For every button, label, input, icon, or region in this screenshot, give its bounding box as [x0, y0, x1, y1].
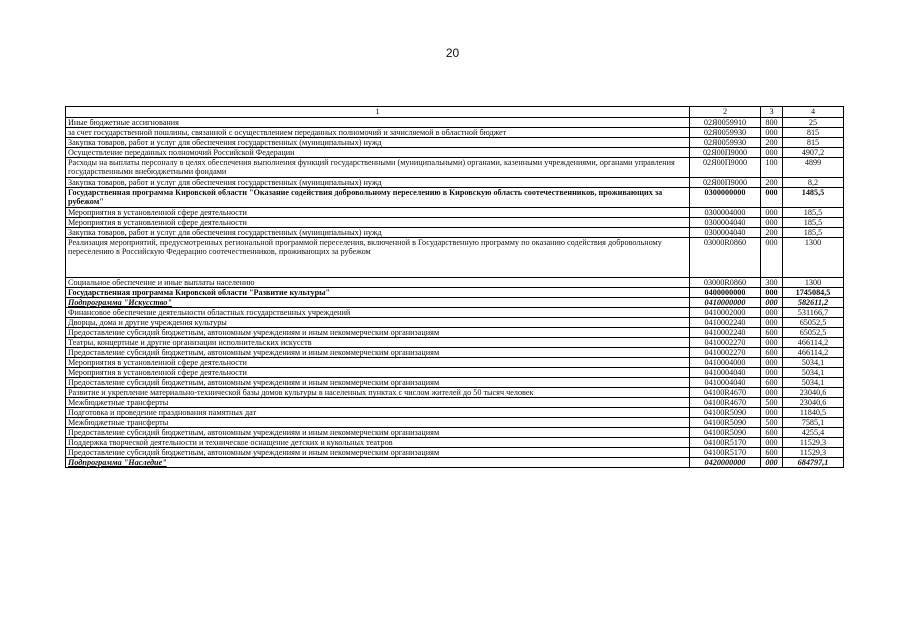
row-type-cell: 000 — [761, 318, 783, 328]
table-row — [66, 448, 844, 458]
budget-table — [65, 106, 844, 468]
table-row — [66, 148, 844, 158]
row-code-cell: 04100R5090 — [690, 428, 761, 438]
row-code-cell: 0410000000 — [690, 298, 761, 308]
row-type-cell: 100 — [761, 158, 783, 178]
row-sum-cell: 11840,5 — [783, 408, 844, 418]
row-name-cell: Межбюджетные трансферты — [66, 418, 690, 428]
row-sum-cell: 815 — [783, 128, 844, 138]
row-code-cell: 04100R5090 — [690, 418, 761, 428]
row-type-cell: 000 — [761, 238, 783, 278]
row-type-cell: 200 — [761, 138, 783, 148]
row-code-cell: 0300004040 — [690, 228, 761, 238]
row-type-cell: 600 — [761, 348, 783, 358]
row-code-cell: 02Я00П9000 — [690, 158, 761, 178]
table-row — [66, 308, 844, 318]
row-code-cell: 02Я00П9000 — [690, 148, 761, 158]
row-sum-cell: 4899 — [783, 158, 844, 178]
row-sum-cell: 5034,1 — [783, 368, 844, 378]
table-row — [66, 128, 844, 138]
table-row — [66, 368, 844, 378]
row-name-cell: Государственная программа Кировской области "Развитие культуры" — [66, 288, 690, 298]
row-type-cell: 000 — [761, 338, 783, 348]
table-row — [66, 378, 844, 388]
row-type-cell: 000 — [761, 288, 783, 298]
row-name-cell: Финансовое обеспечение деятельности областных государственных учреждений — [66, 308, 690, 318]
row-name-cell: Социальное обеспечение и иные выплаты населению — [66, 278, 690, 288]
row-sum-cell: 1485,5 — [783, 188, 844, 208]
row-sum-cell: 5034,1 — [783, 358, 844, 368]
row-code-cell: 04100R5090 — [690, 408, 761, 418]
row-name-cell: Расходы на выплаты персоналу в целях обеспечения выполнения функций государственными (муниципальными) органами, казенными учреждениями, органами управления государственными внебюджетными фондами — [66, 158, 690, 178]
row-name-cell: Развитие и укрепление материально-технической базы домов культуры в населенных пунктах с числом жителей до 50 тысяч человек — [66, 388, 690, 398]
row-sum-cell: 25 — [783, 118, 844, 128]
table-row — [66, 288, 844, 298]
row-type-cell: 000 — [761, 128, 783, 138]
table-row — [66, 158, 844, 178]
row-type-cell: 000 — [761, 218, 783, 228]
row-name-cell: Предоставление субсидий бюджетным, автономным учреждениям и иным некоммерческим организациям — [66, 328, 690, 338]
table-row — [66, 428, 844, 438]
row-sum-cell: 466114,2 — [783, 348, 844, 358]
row-name-cell: Мероприятия в установленной сфере деятельности — [66, 358, 690, 368]
row-code-cell: 0410002000 — [690, 308, 761, 318]
table-row — [66, 178, 844, 188]
row-name-cell: Закупка товаров, работ и услуг для обеспечения государственных (муниципальных) нужд — [66, 228, 690, 238]
table-row — [66, 438, 844, 448]
table-row — [66, 188, 844, 208]
header-cell-code: 2 — [690, 107, 761, 118]
row-code-cell: 04100R4670 — [690, 398, 761, 408]
row-name-cell: Предоставление субсидий бюджетным, автономным учреждениям и иным некоммерческим организациям — [66, 448, 690, 458]
row-sum-cell: 1300 — [783, 238, 844, 278]
row-code-cell: 04100R5170 — [690, 438, 761, 448]
row-type-cell: 000 — [761, 358, 783, 368]
row-name-cell: Поддержка творческой деятельности и техническое оснащение детских и кукольных театров — [66, 438, 690, 448]
row-code-cell: 0410002270 — [690, 348, 761, 358]
row-type-cell: 000 — [761, 408, 783, 418]
row-code-cell: 0300004040 — [690, 218, 761, 228]
row-sum-cell: 11529,3 — [783, 448, 844, 458]
row-type-cell: 200 — [761, 228, 783, 238]
row-code-cell: 0410004040 — [690, 378, 761, 388]
row-code-cell: 0410002240 — [690, 318, 761, 328]
row-name-cell: Театры, концертные и другие организации исполнительских искусств — [66, 338, 690, 348]
row-code-cell: 02Я0059910 — [690, 118, 761, 128]
row-name-cell: Подпрограмма "Искусство" — [66, 298, 690, 308]
row-sum-cell: 185,5 — [783, 208, 844, 218]
row-name-cell: Закупка товаров, работ и услуг для обеспечения государственных (муниципальных) нужд — [66, 138, 690, 148]
row-sum-cell: 5034,1 — [783, 378, 844, 388]
row-name-cell: Подпрограмма "Наследие" — [66, 458, 690, 468]
row-name-cell: Предоставление субсидий бюджетным, автономным учреждениям и иным некоммерческим организациям — [66, 348, 690, 358]
row-type-cell: 000 — [761, 388, 783, 398]
row-name-cell: Закупка товаров, работ и услуг для обеспечения государственных (муниципальных) нужд — [66, 178, 690, 188]
budget-table-body — [66, 107, 844, 468]
row-type-cell: 600 — [761, 448, 783, 458]
table-row — [66, 458, 844, 468]
row-type-cell: 300 — [761, 278, 783, 288]
row-name-cell: Осуществление переданных полномочий Российской Федерации — [66, 148, 690, 158]
row-code-cell: 0300000000 — [690, 188, 761, 208]
row-code-cell: 02Я00П9000 — [690, 178, 761, 188]
table-row — [66, 358, 844, 368]
row-type-cell: 000 — [761, 368, 783, 378]
row-name-cell: Подготовка и проведение празднования памятных дат — [66, 408, 690, 418]
table-row — [66, 138, 844, 148]
table-row — [66, 228, 844, 238]
row-type-cell: 000 — [761, 308, 783, 318]
row-code-cell: 0410002270 — [690, 338, 761, 348]
row-sum-cell: 23040,6 — [783, 388, 844, 398]
table-row — [66, 398, 844, 408]
row-sum-cell: 7585,1 — [783, 418, 844, 428]
row-name-cell: Мероприятия в установленной сфере деятельности — [66, 208, 690, 218]
row-type-cell: 000 — [761, 298, 783, 308]
row-name-cell: за счет государственной пошлины, связанной с осуществлением переданных полномочий и зачисляемой в областной бюджет — [66, 128, 690, 138]
row-sum-cell: 4907,2 — [783, 148, 844, 158]
row-name-cell: Иные бюджетные ассигнования — [66, 118, 690, 128]
table-row — [66, 298, 844, 308]
row-sum-cell: 815 — [783, 138, 844, 148]
row-sum-cell: 185,5 — [783, 228, 844, 238]
row-code-cell: 0420000000 — [690, 458, 761, 468]
row-type-cell: 500 — [761, 418, 783, 428]
row-type-cell: 000 — [761, 148, 783, 158]
row-name-cell: Мероприятия в установленной сфере деятельности — [66, 218, 690, 228]
row-code-cell: 02Я0059930 — [690, 138, 761, 148]
row-sum-cell: 8,2 — [783, 178, 844, 188]
table-row — [66, 318, 844, 328]
header-cell-sum: 4 — [783, 107, 844, 118]
table-row — [66, 388, 844, 398]
row-sum-cell: 684797,1 — [783, 458, 844, 468]
header-cell-name: 1 — [66, 107, 690, 118]
table-row — [66, 418, 844, 428]
row-type-cell: 600 — [761, 428, 783, 438]
row-code-cell: 0410004000 — [690, 358, 761, 368]
table-row — [66, 278, 844, 288]
row-name-cell: Дворцы, дома и другие учреждения культуры — [66, 318, 690, 328]
table-row — [66, 328, 844, 338]
row-sum-cell: 531166,7 — [783, 308, 844, 318]
row-code-cell: 03000R0860 — [690, 278, 761, 288]
row-type-cell: 000 — [761, 188, 783, 208]
row-sum-cell: 1300 — [783, 278, 844, 288]
row-sum-cell: 466114,2 — [783, 338, 844, 348]
row-name-cell: Государственная программа Кировской области "Оказание содействия добровольному переселению в Кировскую область соотечественников, проживающих за рубежом" — [66, 188, 690, 208]
header-cell-type: 3 — [761, 107, 783, 118]
row-type-cell: 000 — [761, 208, 783, 218]
table-row — [66, 238, 844, 278]
row-sum-cell: 11529,3 — [783, 438, 844, 448]
row-code-cell: 0410004040 — [690, 368, 761, 378]
table-row — [66, 348, 844, 358]
row-type-cell: 600 — [761, 378, 783, 388]
row-code-cell: 0410002240 — [690, 328, 761, 338]
row-sum-cell: 185,5 — [783, 218, 844, 228]
table-row — [66, 208, 844, 218]
table-header-row — [66, 107, 844, 118]
table-row — [66, 338, 844, 348]
table-row — [66, 218, 844, 228]
table-row — [66, 118, 844, 128]
row-type-cell: 000 — [761, 438, 783, 448]
row-code-cell: 0400000000 — [690, 288, 761, 298]
row-sum-cell: 4255,4 — [783, 428, 844, 438]
row-sum-cell: 65052,5 — [783, 328, 844, 338]
row-type-cell: 800 — [761, 118, 783, 128]
row-name-cell: Межбюджетные трансферты — [66, 398, 690, 408]
row-type-cell: 000 — [761, 458, 783, 468]
row-code-cell: 04100R5170 — [690, 448, 761, 458]
row-code-cell: 0300004000 — [690, 208, 761, 218]
row-sum-cell: 65052,5 — [783, 318, 844, 328]
row-code-cell: 02Я0059930 — [690, 128, 761, 138]
row-sum-cell: 582611,2 — [783, 298, 844, 308]
row-name-cell: Предоставление субсидий бюджетным, автономным учреждениям и иным некоммерческим организациям — [66, 378, 690, 388]
row-name-cell: Предоставление субсидий бюджетным, автономным учреждениям и иным некоммерческим организациям — [66, 428, 690, 438]
row-name-cell: Мероприятия в установленной сфере деятельности — [66, 368, 690, 378]
page-number: 20 — [445, 46, 460, 60]
row-code-cell: 04100R4670 — [690, 388, 761, 398]
row-name-cell: Реализация мероприятий, предусмотренных региональной программой переселения, включенной в Государственную программу по оказанию содействия добровольному переселению в Российскую Федерацию соотечественников, проживающих за рубежом — [66, 238, 690, 278]
row-sum-cell: 1745084,5 — [783, 288, 844, 298]
row-type-cell: 600 — [761, 328, 783, 338]
table-row — [66, 408, 844, 418]
row-type-cell: 200 — [761, 178, 783, 188]
row-type-cell: 500 — [761, 398, 783, 408]
row-code-cell: 03000R0860 — [690, 238, 761, 278]
row-sum-cell: 23040,6 — [783, 398, 844, 408]
